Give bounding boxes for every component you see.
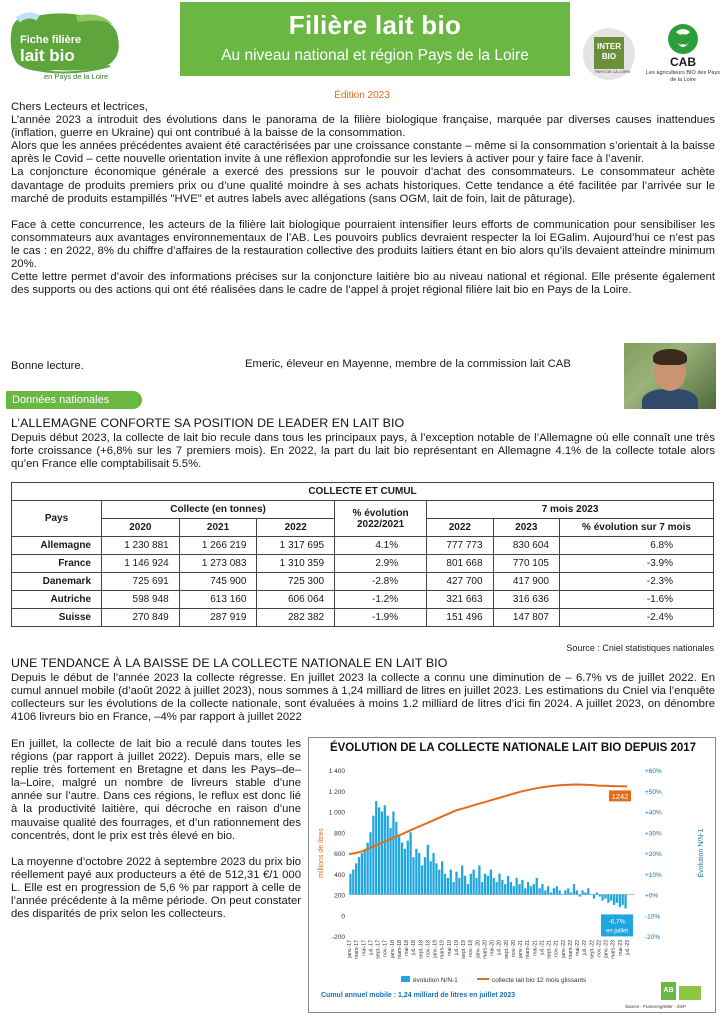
cell-evol: -1.2% <box>335 591 427 609</box>
evol-bar <box>378 807 380 894</box>
x-tick-label: mai-17 <box>361 940 368 956</box>
intro-paragraph: La conjoncture économique générale a exercé des pressions sur le pouvoir d’achat des consommateurs. Le consommateur achète davantage de produits premiers prix ou d’une qualité moindre à ses achats historiques. Cette tendance a été facilitée par l’arrivée sur le marché de produits estampillés "HVE" et autres labels avec allégations (sans OGM, lait de foin, lait de pâturage). <box>11 166 715 205</box>
evol-bar <box>556 886 558 894</box>
intro-greeting: Chers Lecteurs et lectrices, <box>11 101 148 113</box>
table-row <box>12 591 714 609</box>
author-photo <box>624 343 716 409</box>
col-header-m2023: 2023 <box>493 519 559 537</box>
right-tick-label: +50% <box>645 788 662 796</box>
evol-bar <box>455 872 457 895</box>
logo-line2: lait bio <box>20 46 75 65</box>
evol-bar <box>527 882 529 894</box>
evol-bar <box>481 882 483 894</box>
x-tick-label: nov.-21 <box>553 940 560 957</box>
evol-bar <box>524 888 526 894</box>
evol-bar <box>576 890 578 894</box>
section-heading: L’ALLEMAGNE CONFORTE SA POSITION DE LEADER EN LAIT BIO <box>11 416 405 430</box>
evol-bar <box>564 890 566 894</box>
evol-bar <box>361 853 363 895</box>
evol-bar <box>447 878 449 895</box>
evol-bar <box>452 882 454 894</box>
evol-bar <box>404 849 406 895</box>
interbio-logo <box>583 28 635 80</box>
cell-pays: France <box>12 555 102 573</box>
section-paragraph: Depuis le début de l’année 2023 la collecte régresse. En juillet 2023 la collecte a connu une diminution de – 6.7% vs de juillet 2022. En cumul annuel mobile (d’août 2022 à juillet 2023), nous sommes à 1,24 milliard de litres en juillet 2023. Les estimations du Cniel via l’enquête collecteurs sur les évolutions de la collecte nationale, sont évaluées à moins 1.2 milliard de litres d’ici fin 2024. A juillet 2023, on dénombre 4106 livreurs bio en France, –4% par rapport à juillet 2022 <box>11 672 715 724</box>
right-tick-label: -10% <box>645 913 661 921</box>
chart-footnote: Cumul annuel mobile : 1,24 milliard de litres en juillet 2023 <box>321 992 516 999</box>
section-heading: UNE TENDANCE À LA BAISSE DE LA COLLECTE NATIONALE EN LAIT BIO <box>11 656 448 670</box>
evol-bar <box>478 865 480 894</box>
evol-bar <box>581 890 583 894</box>
evol-bar <box>369 832 371 894</box>
col-header-2020: 2020 <box>102 519 180 537</box>
x-tick-label: juil.-21 <box>539 940 546 956</box>
legend-line-label: collecte lait bio 12 mois glissants <box>492 977 587 984</box>
column-paragraph: La moyenne d’octobre 2022 à septembre 2023 du prix bio réellement payé aux producteurs a été de 512,31 €/1 000 L. Elle est en progression de 5,6 % par rapport à celle de l’année précédente à la même période. On peut constater des disparités de prix selon les collecteurs. <box>11 855 301 921</box>
intro-paragraph: Alors que les années précédentes avaient été caractérisées par une croissance constante – même si la consommation s’orientait à la baisse après le Covid – cette nouvelle orientation invite à une réflexion approfondie sur les leviers à activer pour y faire face à l’avenir. <box>11 140 715 166</box>
left-tick-label: 1 400 <box>328 768 345 775</box>
cell-m2023: 316 636 <box>493 591 559 609</box>
cab-sub: Les agriculteurs BIO des Pays de la Loire <box>646 70 720 83</box>
evol-bar <box>395 822 397 895</box>
cell-evol7: -3.9% <box>559 555 713 573</box>
cell-m2023: 830 604 <box>493 537 559 555</box>
logo-line1: Fiche filière <box>20 34 82 46</box>
evol-bar <box>573 884 575 894</box>
cell-c2021: 287 919 <box>179 609 257 627</box>
x-tick-label: janv.-20 <box>475 940 482 959</box>
interbio-sub: PAYS DE LA LOIRE <box>595 69 631 74</box>
chart-svg <box>309 738 717 1014</box>
last-evol-label: -6,7% <box>608 918 626 926</box>
evol-bar <box>495 882 497 894</box>
cell-c2020: 1 230 881 <box>102 537 180 555</box>
evol-bar <box>435 863 437 894</box>
x-tick-label: juil.-23 <box>625 940 631 956</box>
right-tick-label: +0% <box>645 892 659 900</box>
x-tick-label: janv.-17 <box>347 940 353 959</box>
evol-bar <box>584 892 586 894</box>
x-tick-label: juil.-18 <box>411 940 418 956</box>
evol-bar <box>507 876 509 895</box>
x-tick-label: mars-18 <box>396 940 403 960</box>
evol-bar <box>487 876 489 895</box>
section-pill: Données nationales <box>6 391 142 409</box>
evol-bar <box>427 845 429 895</box>
table-caption: COLLECTE ET CUMUL <box>12 483 714 501</box>
evol-bar <box>596 892 598 894</box>
cell-evol: 2.9% <box>335 555 427 573</box>
collecte-chart <box>308 737 716 1013</box>
cab-emblem-icon <box>646 22 720 56</box>
eu-organic-logo-icon <box>679 986 701 1000</box>
fiche-filiere-logo <box>6 8 124 86</box>
evol-bar <box>530 886 532 894</box>
x-tick-label: mai-18 <box>404 940 411 956</box>
evol-bar <box>401 843 403 895</box>
right-tick-label: +10% <box>645 871 662 879</box>
cell-m2022: 151 496 <box>427 609 493 627</box>
col-header-evol7: % évolution sur 7 mois <box>559 519 713 537</box>
evol-bar <box>407 841 409 895</box>
evol-bar <box>599 895 601 897</box>
evol-bar <box>513 886 515 894</box>
cell-pays: Autriche <box>12 591 102 609</box>
x-tick-label: sept.-18 <box>418 940 425 959</box>
evol-bar <box>550 892 552 894</box>
x-tick-label: janv.-23 <box>603 940 610 959</box>
cell-c2020: 1 146 924 <box>102 555 180 573</box>
x-tick-label: janv.-18 <box>389 940 396 959</box>
signature-text: Emeric, éleveur en Mayenne, membre de la commission lait CAB <box>245 358 571 370</box>
left-tick-label: 1 000 <box>328 809 345 817</box>
right-tick-label: +20% <box>645 851 662 858</box>
y-axis-right-label: Évolution N/N-1 <box>698 828 705 878</box>
evol-bar <box>501 880 503 895</box>
evol-bar <box>593 895 595 899</box>
x-tick-label: mai-19 <box>446 940 453 956</box>
last-value-label: 1242 <box>611 791 629 801</box>
evol-bar <box>398 836 400 894</box>
evol-bar <box>553 888 555 894</box>
page-subtitle: Au niveau national et région Pays de la Loire <box>221 47 529 64</box>
edition-label: Édition 2023 <box>334 90 390 101</box>
x-tick-label: juil.-20 <box>496 940 503 956</box>
evol-bar <box>567 888 569 894</box>
col-header-2021: 2021 <box>179 519 257 537</box>
x-tick-label: mai-20 <box>489 940 496 956</box>
last-evol-sub: en juillet <box>605 928 629 935</box>
column-paragraph: En juillet, la collecte de lait bio a reculé dans toutes les régions (par rapport à juillet 2022). Depuis mars, elle se replie très fortement en Bretagne et dans les Pays–de–la–Loire, malgré un nombre de livreurs stable d’une année sur l’autre. Dans ces régions, le reflux est donc lié à la productivité laitière, qui décroche en raison d’une mauvaise qualité des fourrages, et d’un rationnement des concentrés, dont le prix est très élevé en bio. <box>11 738 301 842</box>
evol-bar <box>516 878 518 895</box>
cell-pays: Allemagne <box>12 537 102 555</box>
x-tick-label: sept.-17 <box>375 940 382 959</box>
logo-line3: en Pays de la Loire <box>44 72 109 81</box>
cell-c2020: 598 948 <box>102 591 180 609</box>
cell-c2022: 282 382 <box>257 609 335 627</box>
x-tick-label: mars-20 <box>482 940 489 960</box>
evol-bar <box>381 812 383 895</box>
evol-bar <box>375 801 377 894</box>
evol-bar <box>409 832 411 894</box>
x-tick-label: mai-21 <box>532 940 539 956</box>
left-column-text <box>11 738 301 921</box>
table-row <box>12 537 714 555</box>
cell-c2021: 745 900 <box>179 573 257 591</box>
table-source: Source : Cniel statistiques nationales <box>566 643 714 653</box>
cell-m2022: 427 700 <box>427 573 493 591</box>
title-banner <box>180 2 570 76</box>
evol-bar <box>384 805 386 894</box>
x-tick-label: mars-17 <box>354 940 361 960</box>
left-tick-label: 0 <box>341 913 345 921</box>
cell-c2020: 725 691 <box>102 573 180 591</box>
cell-evol7: -1.6% <box>559 591 713 609</box>
y-axis-left-label: millions de litres <box>318 828 325 878</box>
evol-bar <box>461 865 463 894</box>
x-tick-label: nov.-18 <box>425 940 432 957</box>
x-tick-label: sept.-20 <box>503 940 510 959</box>
evol-bar <box>352 870 354 895</box>
evol-bar <box>418 853 420 895</box>
evol-bar <box>430 861 432 894</box>
cell-m2022: 321 663 <box>427 591 493 609</box>
evol-bar <box>475 878 477 895</box>
cell-c2022: 725 300 <box>257 573 335 591</box>
cell-c2022: 1 310 359 <box>257 555 335 573</box>
x-tick-label: mai-22 <box>575 940 582 956</box>
x-tick-label: juil.-22 <box>582 940 589 956</box>
x-tick-label: sept.-21 <box>546 940 553 959</box>
x-tick-label: janv.-21 <box>518 940 525 959</box>
cell-evol7: -2.4% <box>559 609 713 627</box>
left-tick-label: 800 <box>334 830 345 838</box>
evol-bar <box>544 890 546 894</box>
cell-m2022: 801 668 <box>427 555 493 573</box>
evol-bar <box>424 857 426 894</box>
evol-bar <box>467 884 469 894</box>
evol-bar <box>438 870 440 895</box>
cell-pays: Suisse <box>12 609 102 627</box>
col-header-2022: 2022 <box>257 519 335 537</box>
closing-text: Bonne lecture. <box>11 360 84 372</box>
evol-bar <box>364 849 366 895</box>
x-tick-label: nov.-17 <box>382 940 389 957</box>
x-tick-label: sept.-19 <box>461 940 468 959</box>
page-header <box>0 0 724 92</box>
evol-bar <box>613 895 615 905</box>
right-tick-label: +40% <box>645 809 662 817</box>
left-tick-label: 600 <box>334 851 345 858</box>
evol-bar <box>441 861 443 894</box>
cell-m2023: 417 900 <box>493 573 559 591</box>
evol-bar <box>570 892 572 894</box>
evol-bar <box>616 895 618 903</box>
chart-title: ÉVOLUTION DE LA COLLECTE NATIONALE LAIT BIO DEPUIS 2017 <box>329 742 697 754</box>
evol-bar <box>510 882 512 894</box>
evol-bar <box>587 888 589 894</box>
right-tick-label: +30% <box>645 830 662 838</box>
table-row <box>12 573 714 591</box>
evol-bar <box>450 870 452 895</box>
x-tick-label: mars-22 <box>567 940 574 960</box>
evol-bar <box>444 874 446 895</box>
evol-bar <box>432 853 434 895</box>
evol-bar <box>518 884 520 894</box>
x-tick-label: janv.-22 <box>560 940 567 959</box>
x-tick-label: janv.-19 <box>432 940 439 959</box>
cell-evol: -2.8% <box>335 573 427 591</box>
evol-bar <box>470 874 472 895</box>
chart-source: Source : FranceAgriMer - SSP <box>625 1004 686 1009</box>
x-tick-label: sept.-22 <box>589 940 596 959</box>
evol-bar <box>464 876 466 895</box>
collecte-table <box>11 482 714 627</box>
x-tick-label: mars-23 <box>610 940 617 960</box>
col-header-pays: Pays <box>12 501 102 537</box>
evol-bar <box>504 884 506 894</box>
left-tick-label: 200 <box>334 892 345 900</box>
cell-c2020: 270 849 <box>102 609 180 627</box>
editorial-intro <box>11 101 715 297</box>
cab-label: CAB <box>670 55 696 69</box>
left-tick-label: -200 <box>331 934 345 941</box>
cell-c2021: 613 160 <box>179 591 257 609</box>
x-tick-label: juil.-19 <box>453 940 460 956</box>
evol-bar <box>533 884 535 894</box>
col-header-m2022: 2022 <box>427 519 493 537</box>
evol-bar <box>498 874 500 895</box>
left-tick-label: 1 200 <box>328 788 345 796</box>
cell-m2022: 777 773 <box>427 537 493 555</box>
evol-bar <box>387 816 389 895</box>
ab-logo-icon: AB <box>661 982 676 1000</box>
evol-bar <box>619 895 621 907</box>
table-row <box>12 609 714 627</box>
evol-bar <box>358 857 360 894</box>
cell-c2021: 1 273 083 <box>179 555 257 573</box>
cell-c2022: 606 064 <box>257 591 335 609</box>
evol-bar <box>349 874 351 895</box>
cell-pays: Danemark <box>12 573 102 591</box>
table-row <box>12 555 714 573</box>
col-header-collecte: Collecte (en tonnes) <box>102 501 335 519</box>
evol-bar <box>355 863 357 894</box>
evol-bar <box>607 895 609 903</box>
evol-bar <box>561 895 563 896</box>
intro-paragraph: Face à cette concurrence, les acteurs de la filière lait biologique pourraient intensifier leurs efforts de communication pour sensibiliser les consommateurs aux avantages environnementaux de l’AB. Les pouvoirs publics devraient respecter la loi EGalim. Aujourd’hui ce n’est pas le cas : en 2022, 8% du chiffre d’affaires de la restauration collective des produits laitiers étant en bio alors qu’ils devaient atteindre minimum 20%. <box>11 218 715 271</box>
evol-bar <box>473 870 475 895</box>
cab-logo <box>646 22 720 86</box>
right-tick-label: +60% <box>645 768 662 775</box>
interbio-label: INTER BIO <box>594 37 624 69</box>
col-header-evol: % évolution 2022/2021 <box>335 501 427 537</box>
evol-bar <box>590 895 592 896</box>
evol-bar <box>624 895 626 909</box>
right-tick-label: -20% <box>645 934 661 941</box>
evol-bar <box>622 895 624 905</box>
evol-bar <box>521 880 523 895</box>
evol-bar <box>538 888 540 894</box>
evol-bar <box>458 878 460 895</box>
cell-evol7: -2.3% <box>559 573 713 591</box>
evol-bar <box>541 884 543 894</box>
section-paragraph: Depuis début 2023, la collecte de lait bio recule dans tous les principaux pays, à l’exception notable de l’Allemagne où elle connaît une très forte croissance (+6,8% sur les 7 premiers mois). En 2022, la part du lait bio représentant en Allemagne 4.1% de la collecte totale alors qu’en France elle comptabilisait 5.5%. <box>11 432 715 471</box>
page-title: Filière lait bio <box>288 10 462 40</box>
cell-c2022: 1 317 695 <box>257 537 335 555</box>
legend-bar-swatch <box>401 976 410 982</box>
evol-bar <box>604 895 606 899</box>
evol-bar <box>547 886 549 894</box>
x-tick-label: mars-19 <box>439 940 446 960</box>
evol-bar <box>415 849 417 895</box>
x-tick-label: juil.-17 <box>368 940 375 956</box>
evol-bar <box>372 816 374 895</box>
evol-bar <box>421 865 423 894</box>
x-tick-label: mai-23 <box>617 940 624 956</box>
evol-bar <box>602 895 604 901</box>
evol-bar <box>484 874 486 895</box>
cell-m2023: 770 105 <box>493 555 559 573</box>
evol-bar <box>392 812 394 895</box>
evol-bar <box>536 878 538 895</box>
cell-evol: -1.9% <box>335 609 427 627</box>
evol-bar <box>412 857 414 894</box>
evol-bar <box>490 870 492 895</box>
legend-bar-label: évolution N/N-1 <box>413 977 458 984</box>
cell-m2023: 147 807 <box>493 609 559 627</box>
cell-c2021: 1 266 219 <box>179 537 257 555</box>
cell-evol7: 6.8% <box>559 537 713 555</box>
x-tick-label: mars-21 <box>525 940 532 960</box>
cell-evol: 4.1% <box>335 537 427 555</box>
evol-bar <box>559 890 561 894</box>
intro-paragraph: Cette lettre permet d’avoir des informations précises sur la conjoncture laitière bio au niveau national et régional. Elle présente également des supports ou des actions qui ont été réalisées dans le cadre de l’appel à projet régional filière lait bio en Pays de la Loire. <box>11 271 715 297</box>
x-tick-label: nov.-19 <box>468 940 475 957</box>
evol-bar <box>579 895 581 897</box>
intro-paragraph: L’année 2023 a introduit des évolutions dans le panorama de la filière biologique française, marquée par diverses causes inattendues (inflation, guerre en Ukraine) qui ont contribué à la baisse de la consommation. <box>11 114 715 140</box>
col-header-7mois: 7 mois 2023 <box>427 501 714 519</box>
x-tick-label: nov.-20 <box>510 940 517 957</box>
left-tick-label: 400 <box>334 871 345 879</box>
evol-bar <box>610 895 612 901</box>
x-tick-label: nov.-22 <box>596 940 603 957</box>
evol-bar <box>493 878 495 895</box>
